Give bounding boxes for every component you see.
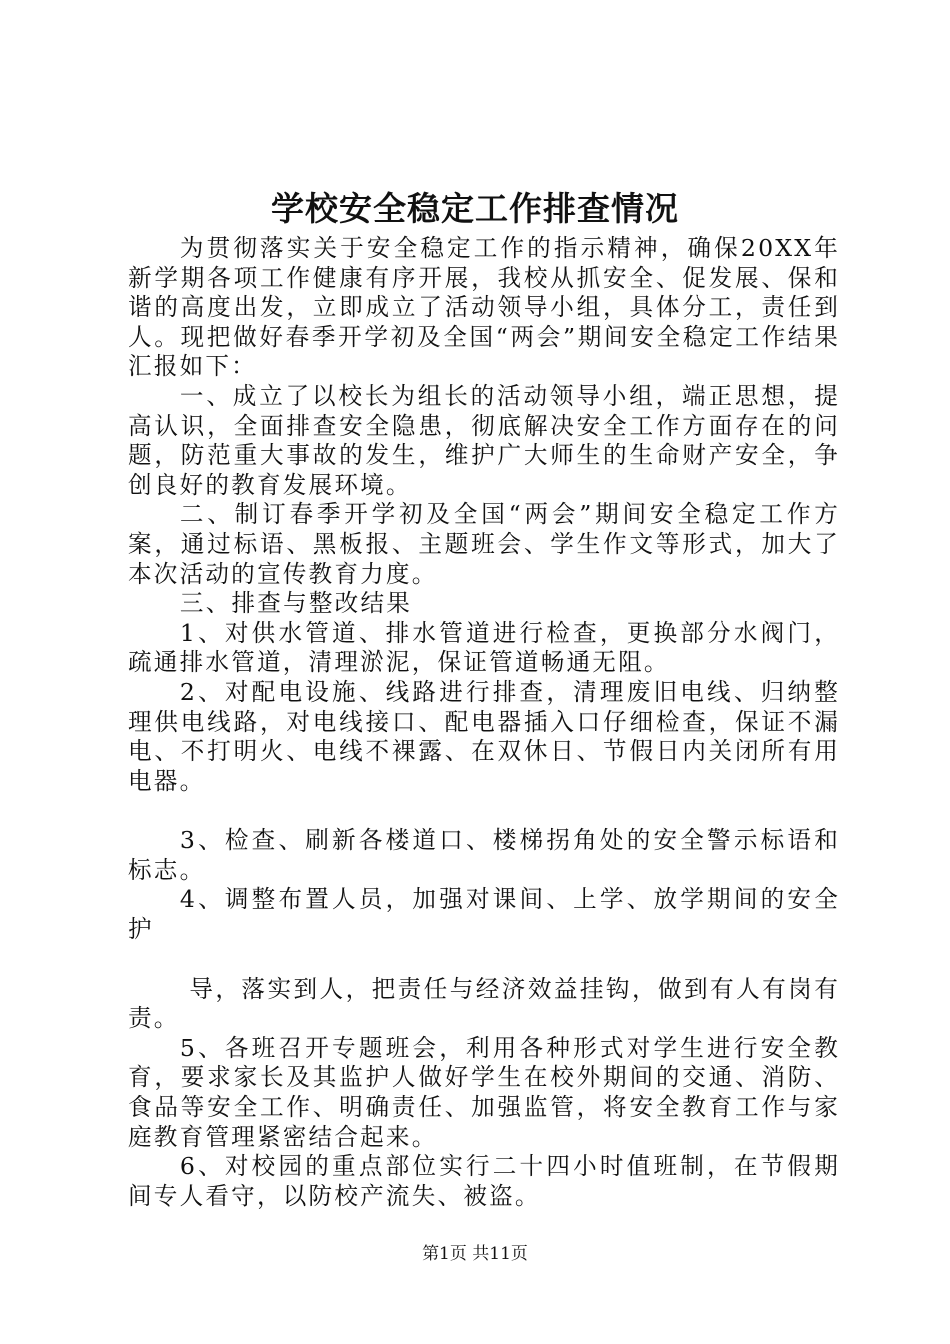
paragraph-intro: 为贯彻落实关于安全稳定工作的指示精神，确保20XX年新学期各项工作健康有序开展，我校从抓安全、促发展、保和谐的高度出发，立即成立了活动领导小组，具体分工，责任到人。现把做好春季开学初及全国“两会”期间安全稳定工作结果汇报如下： xyxy=(128,234,840,381)
paragraph-item-3: 3、检查、刷新各楼道口、楼梯拐角处的安全警示标语和标志。 xyxy=(128,826,840,884)
paragraph-item-6: 6、对校园的重点部位实行二十四小时值班制，在节假期间专人看守，以防校产流失、被盗。 xyxy=(128,1152,840,1210)
paragraph-item-5: 5、各班召开专题班会，利用各种形式对学生进行安全教育，要求家长及其监护人做好学生在校外期间的交通、消防、食品等安全工作、明确责任、加强监管，将安全教育工作与家庭教育管理紧密结合起来。 xyxy=(128,1033,840,1151)
paragraph-item-4: 4、调整布置人员，加强对课间、上学、放学期间的安全护 xyxy=(128,885,840,944)
document-title: 学校安全稳定工作排查情况 xyxy=(271,189,679,228)
paragraph-item-1: 1、对供水管道、排水管道进行检查，更换部分水阀门，疏通排水管道，清理淤泥，保证管道畅通无阻。 xyxy=(128,618,840,677)
paragraph-item-2: 2、对配电设施、线路进行排查，清理废旧电线、归纳整理供电线路，对电线接口、配电器插入口仔细检查，保证不漏电、不打明火、电线不裸露、在双休日、节假日内关闭所有用电器。 xyxy=(128,677,840,795)
paragraph-section-1: 一、成立了以校长为组长的活动领导小组，端正思想，提高认识，全面排查安全隐患，彻底解决安全工作方面存在的问题，防范重大事故的发生，维护广大师生的生命财产安全，争创良好的教育发展环境。 xyxy=(128,381,840,499)
paragraph-section-2: 二、制订春季开学初及全国“两会”期间安全稳定工作方案，通过标语、黑板报、主题班会、学生作文等形式，加大了本次活动的宣传教育力度。 xyxy=(128,500,840,588)
page-footer: 第1页 共11页 xyxy=(422,1244,528,1264)
paragraph-item-4-continued: 导，落实到人，把责任与经济效益挂钩，做到有人有岗有责。 xyxy=(128,974,840,1033)
document-body xyxy=(128,234,840,1211)
paragraph-section-3-heading: 三、排查与整改结果 xyxy=(179,589,413,618)
